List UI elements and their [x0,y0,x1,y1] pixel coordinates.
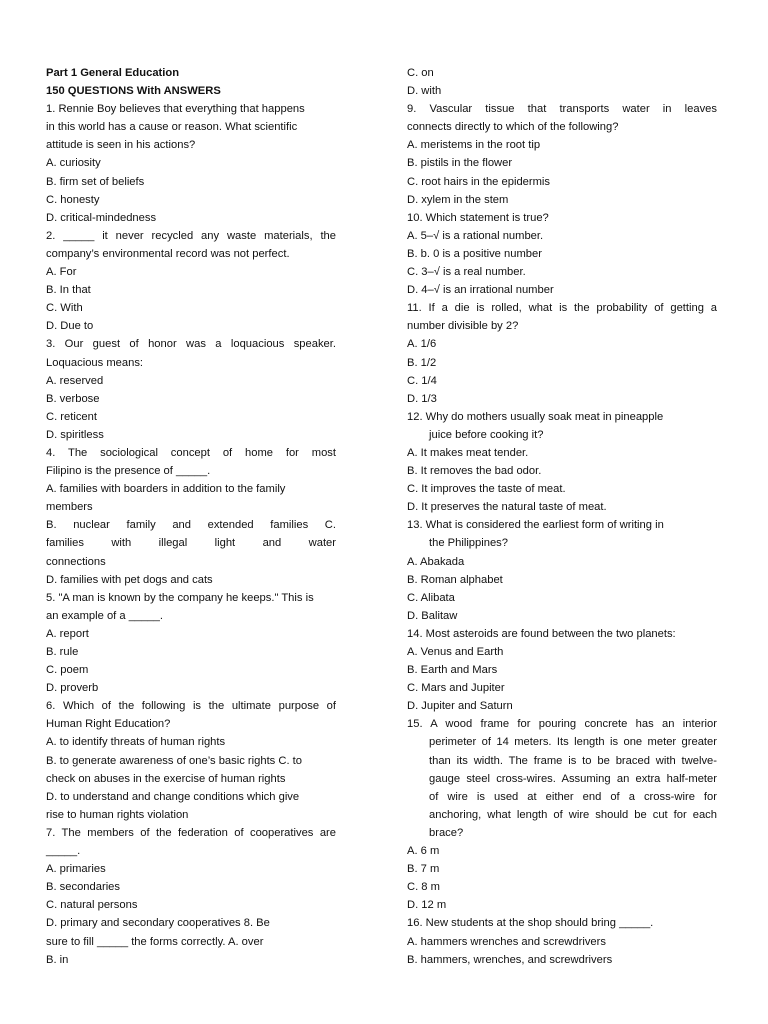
text-line: 2. _____ it never recycled any waste materials, the [46,229,336,242]
text-line: D. 1/3 [407,392,437,405]
heading-line: Part 1 General Education [46,67,180,79]
text-line: perimeter of 14 meters. Its length is one meter greater [429,736,717,749]
text-line: brace? [429,826,464,839]
text-line: number divisible by 2? [407,320,519,333]
text-line: anchoring, what length of wire should be cut for each [429,808,717,821]
text-line: 4. The sociological concept of home for most [46,446,336,459]
text-line: 12. Why do mothers usually soak meat in pineapple [407,410,664,423]
text-line: B. nuclear family and extended families C. [46,519,336,532]
text-line: A. to identify threats of human rights [46,736,226,749]
text-line: B. It removes the bad odor. [407,465,542,478]
text-line: D. primary and secondary cooperatives 8. Be [46,917,270,930]
text-line: A. For [46,266,77,279]
text-line: 13. What is considered the earliest form of writing in [407,519,664,532]
right-text-column [407,64,717,969]
text-line: A. 1/6 [407,338,437,351]
text-line: gauge steel cross-wires. Assuming an extra half-meter [429,772,717,785]
text-line: D. to understand and change conditions which give [46,790,300,803]
text-line: in this world has a cause or reason. What scientific [46,121,298,134]
text-line: A. report [46,627,89,640]
text-line: B. hammers, wrenches, and screwdrivers [407,953,613,966]
text-line: B. rule [46,646,79,658]
text-line: than its width. The frame is to be braced with twelve- [429,754,717,767]
text-line: 16. New students at the shop should bring _____. [407,917,654,930]
text-line: connections [46,555,106,568]
text-line: D. Due to [46,320,94,333]
text-line: A. 5–√ is a rational number. [407,229,544,242]
text-line: D. 4–√ is an irrational number [407,284,554,297]
text-line: C. 8 m [407,881,440,894]
text-line: C. natural persons [46,899,138,912]
text-line: A. families with boarders in addition to the family [46,483,286,496]
text-line: 7. The members of the federation of cooperatives are [46,826,336,839]
left-text-column [46,64,336,969]
text-line: D. proverb [46,682,99,695]
text-line: Human Right Education? [46,718,171,731]
text-line: 11. If a die is rolled, what is the probability of getting a [407,302,717,315]
text-line: D. 12 m [407,899,447,912]
text-line: D. families with pet dogs and cats [46,573,213,586]
text-line: 5. "A man is known by the company he keeps." This is [46,591,314,604]
text-line: B. Earth and Mars [407,664,498,677]
text-line: an example of a _____. [46,609,163,622]
text-line: C. reticent [46,410,97,423]
text-line: rise to human rights violation [46,808,189,821]
text-line: C. Alibata [407,591,455,604]
text-line: A. reserved [46,374,104,387]
text-line: 14. Most asteroids are found between the two planets: [407,627,676,640]
text-line: D. critical-mindedness [46,211,157,224]
text-line: 1. Rennie Boy believes that everything that happens [46,103,305,116]
text-line: of wire is used at either end of a cross-wire for [429,790,717,803]
text-line: members [46,501,93,514]
text-line: D. xylem in the stem [407,193,509,206]
text-line: C. on [407,67,434,79]
text-line: A. curiosity [46,157,101,170]
text-line: D. spiritless [46,428,104,441]
text-line: sure to fill _____ the forms correctly. A. over [46,935,264,948]
text-line: attitude is seen in his actions? [46,139,196,152]
text-line: 9. Vascular tissue that transports water in leaves [407,103,717,116]
text-line: B. pistils in the flower [407,157,513,170]
text-line: A. hammers wrenches and screwdrivers [407,935,606,948]
heading-line: 150 QUESTIONS With ANSWERS [46,85,221,98]
text-line: B. 1/2 [407,356,437,369]
text-line: connects directly to which of the following? [407,121,619,134]
text-line: C. poem [46,664,89,677]
text-line: D. with [407,85,442,98]
text-line: A. primaries [46,863,106,876]
text-line: B. in [46,953,69,966]
text-line: D. Jupiter and Saturn [407,700,513,713]
text-line: Loquacious means: [46,356,144,369]
text-line: C. With [46,302,83,315]
text-line: 3. Our guest of honor was a loquacious speaker. [46,338,336,351]
text-line: C. 1/4 [407,374,437,387]
text-line: company’s environmental record was not perfect. [46,247,290,260]
text-line: D. Balitaw [407,609,458,622]
text-line: Filipino is the presence of _____. [46,465,211,478]
text-line: families with illegal light and water [46,537,336,550]
text-line: B. verbose [46,392,100,405]
text-line: C. root hairs in the epidermis [407,175,551,188]
text-line: 15. A wood frame for pouring concrete has an interior [407,718,717,731]
text-line: A. meristems in the root tip [407,139,541,152]
text-line: B. In that [46,284,91,297]
text-line: A. Abakada [407,555,465,568]
text-line: B. b. 0 is a positive number [407,247,542,260]
text-line: C. Mars and Jupiter [407,682,505,695]
text-line: C. honesty [46,193,100,206]
text-line: juice before cooking it? [429,428,544,441]
text-line: 6. Which of the following is the ultimate purpose of [46,700,336,713]
text-line: _____. [46,845,81,858]
text-line: the Philippines? [429,537,508,550]
text-line: B. 7 m [407,863,440,876]
text-line: D. It preserves the natural taste of meat. [407,501,607,514]
text-line: 10. Which statement is true? [407,211,549,224]
text-line: B. Roman alphabet [407,573,503,586]
text-line: B. firm set of beliefs [46,175,145,188]
text-line: A. It makes meat tender. [407,446,529,459]
text-line: B. to generate awareness of one’s basic rights C. to [46,754,303,767]
text-line: B. secondaries [46,881,121,894]
text-line: check on abuses in the exercise of human rights [46,772,286,785]
text-line: A. Venus and Earth [407,646,504,658]
text-line: C. It improves the taste of meat. [407,483,566,496]
text-line: C. 3–√ is a real number. [407,266,526,279]
text-line: A. 6 m [407,845,440,858]
